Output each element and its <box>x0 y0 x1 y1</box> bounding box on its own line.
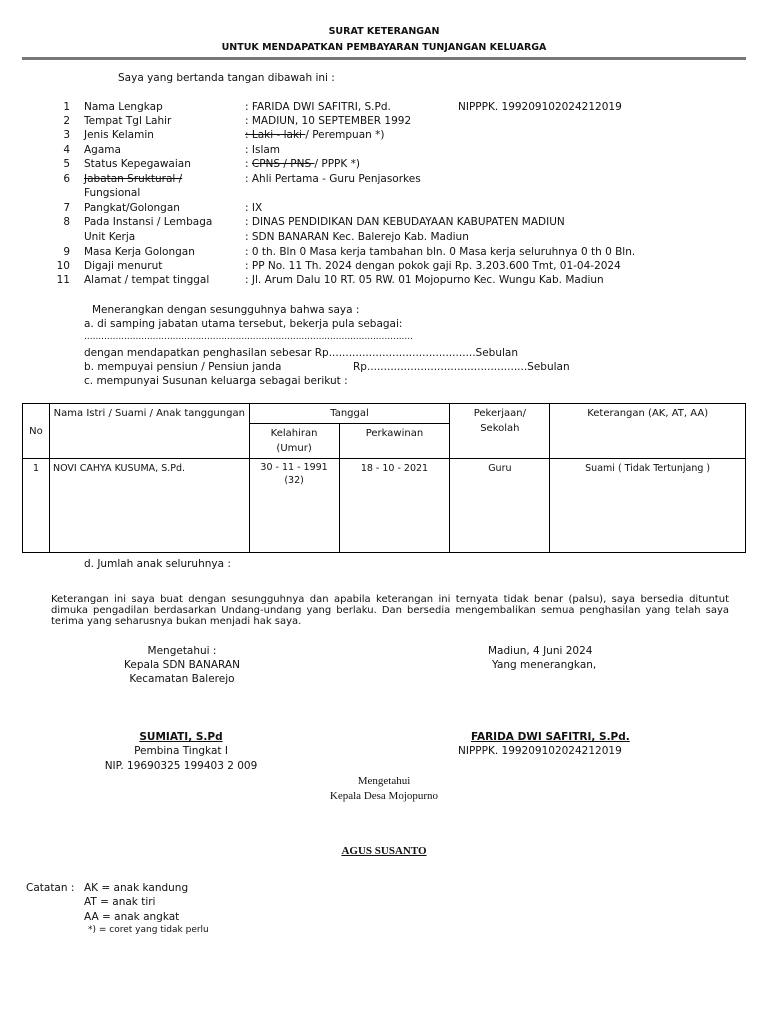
field-number: 5 <box>63 158 70 170</box>
note-at: AT = anak tiri <box>84 896 156 908</box>
sign-left-nip: NIP. 19690325 199403 2 009 <box>104 760 258 772</box>
cell-job: Guru <box>450 459 550 553</box>
field-value-status <box>245 158 360 170</box>
field-value: : FARIDA DWI SAFITRI, S.Pd. <box>245 101 391 113</box>
closing-paragraph: Keterangan ini saya buat dengan sesungguhnya dan apabila keterangan ini ternyata tidak benar (palsu), saya bersedia dituntut dimuka pengadilan berdasarkan Undang-undang yang berlaku. Dan bersedia mengembalikan semua penghasilan yang telah saya terima yang seharusnya bukan menjadi hak saya. <box>51 594 729 627</box>
field-label: Tempat Tgl Lahir <box>84 115 172 127</box>
field-label: Jenis Kelamin <box>84 129 154 141</box>
field-value: : Islam <box>245 144 281 156</box>
field-value: : DINAS PENDIDIKAN DAN KEBUDAYAAN KABUPATEN MADIUN <box>245 216 565 228</box>
birth-date: 30 - 11 - 1991 <box>260 462 328 473</box>
field-value: : MADIUN, 10 SEPTEMBER 1992 <box>245 115 412 127</box>
note-ak: AK = anak kandung <box>84 882 189 894</box>
selected-option: / Perempuan *) <box>305 129 385 141</box>
field-number: 7 <box>63 202 70 214</box>
field-value: : Jl. Arum Dalu 10 RT. 05 RW. 01 Mojopurno Kec. Wungu Kab. Madiun <box>245 274 604 286</box>
document-subtitle: UNTUK MENDAPATKAN PEMBAYARAN TUNJANGAN KELUARGA <box>221 42 547 53</box>
col-header-note: Keterangan (AK, AT, AA) <box>550 404 746 459</box>
document-title: SURAT KETERANGAN <box>328 26 440 37</box>
intro-text: Saya yang bertanda tangan dibawah ini : <box>118 72 335 84</box>
field-row <box>50 101 70 113</box>
field-value: : 0 th. Bln 0 Masa kerja tambahan bln. 0 Masa kerja seluruhnya 0 th 0 Bln. <box>245 246 636 258</box>
field-label: Unit Kerja <box>84 231 136 243</box>
field-number: 3 <box>63 129 70 141</box>
family-table <box>22 403 746 553</box>
table-header-row <box>23 404 746 424</box>
cell-name: NOVI CAHYA KUSUMA, S.Pd. <box>49 459 249 553</box>
children-count: d. Jumlah anak seluruhnya : <box>84 558 231 570</box>
field-label: Digaji menurut <box>84 260 163 272</box>
col-header-name: Nama Istri / Suami / Anak tanggungan <box>49 404 249 459</box>
sign-left-l1: Mengetahui : <box>147 645 217 657</box>
statement-lead: Menerangkan dengan sesungguhnya bahwa saya : <box>92 304 360 316</box>
sign-right-nip: NIPPPK. 199209102024212019 <box>458 745 622 757</box>
field-value: : PP No. 11 Th. 2024 dengan pokok gaji Rp. 3.203.600 Tmt, 01-04-2024 <box>245 260 621 272</box>
field-label: Masa Kerja Golongan <box>84 246 195 258</box>
sign-center-l2: Kepala Desa Mojopurno <box>329 790 439 802</box>
notes-label: Catatan : <box>26 882 75 894</box>
struck-option: : Laki - laki <box>245 129 306 141</box>
sign-right-date: Madiun, 4 Juni 2024 <box>488 645 593 657</box>
field-label: Fungsional <box>84 187 141 199</box>
struck-option: CPNS / PNS <box>251 158 315 170</box>
field-value: : IX <box>245 202 263 214</box>
cell-marriage: 18 - 10 - 2021 <box>339 459 450 553</box>
field-number: 11 <box>56 274 70 286</box>
col-header-marriage: Perkawinan <box>339 424 450 459</box>
sign-left-rank: Pembina Tingkat I <box>134 745 228 757</box>
table-row <box>23 459 746 553</box>
cell-no: 1 <box>23 459 50 553</box>
sign-left-l2: Kepala SDN BANARAN <box>124 659 240 671</box>
selected-option: / PPPK *) <box>314 158 360 170</box>
field-number: 6 <box>63 173 70 185</box>
field-label: Pangkat/Golongan <box>84 202 180 214</box>
statement-c: c. mempunyai Susunan keluarga sebagai berikut : <box>84 375 348 387</box>
cell-note: Suami ( Tidak Tertunjang ) <box>550 459 746 553</box>
field-number: 4 <box>63 144 70 156</box>
field-number: 9 <box>63 246 70 258</box>
field-number: 2 <box>63 115 70 127</box>
sign-center-l1: Mengetahui <box>357 775 411 787</box>
col-header-date: Tanggal <box>249 404 450 424</box>
note-coret: *) = coret yang tidak perlu <box>88 925 209 935</box>
field-value: : SDN BANARAN Kec. Balerejo Kab. Madiun <box>245 231 469 243</box>
field-extra: NIPPPK. 199209102024212019 <box>458 101 622 113</box>
sign-left-l3: Kecamatan Balerejo <box>129 673 235 685</box>
col-header-birth: Kelahiran (Umur) <box>249 424 339 459</box>
note-aa: AA = anak angkat <box>84 911 180 923</box>
col-header-job: Pekerjaan/ Sekolah <box>450 404 550 459</box>
sign-right-l2: Yang menerangkan, <box>492 659 597 671</box>
statement-dots: ................................................................................................................... <box>84 332 413 342</box>
sign-left-name: SUMIATI, S.Pd <box>139 731 223 743</box>
col-header-no: No <box>23 404 50 459</box>
field-label: Status Kepegawaian <box>84 158 191 170</box>
field-label: Nama Lengkap <box>84 101 163 113</box>
field-value: : Ahli Pertama - Guru Penjasorkes <box>245 173 421 185</box>
field-label-struck: Jabatan Sruktural / <box>84 173 183 185</box>
value-prefix: : <box>245 158 252 170</box>
statement-b-value: Rp................................................Sebulan <box>353 361 570 373</box>
field-number: 8 <box>63 216 70 228</box>
sign-center-name: AGUS SUSANTO <box>341 845 427 857</box>
header-divider <box>22 57 746 60</box>
statement-a: a. di samping jabatan utama tersebut, bekerja pula sebagai: <box>84 318 403 330</box>
field-number: 1 <box>63 101 70 113</box>
age: (32) <box>284 475 304 486</box>
statement-b: b. mempuyai pensiun / Pensiun janda <box>84 361 282 373</box>
field-number: 10 <box>56 260 70 272</box>
cell-birth <box>249 459 339 553</box>
field-label: Agama <box>84 144 121 156</box>
field-value-gender <box>245 129 384 141</box>
sign-right-name: FARIDA DWI SAFITRI, S.Pd. <box>471 731 630 743</box>
field-label: Alamat / tempat tinggal <box>84 274 210 286</box>
field-label: Pada Instansi / Lembaga <box>84 216 213 228</box>
statement-income: dengan mendapatkan penghasilan sebesar Rp............................................Sebulan <box>84 347 519 359</box>
